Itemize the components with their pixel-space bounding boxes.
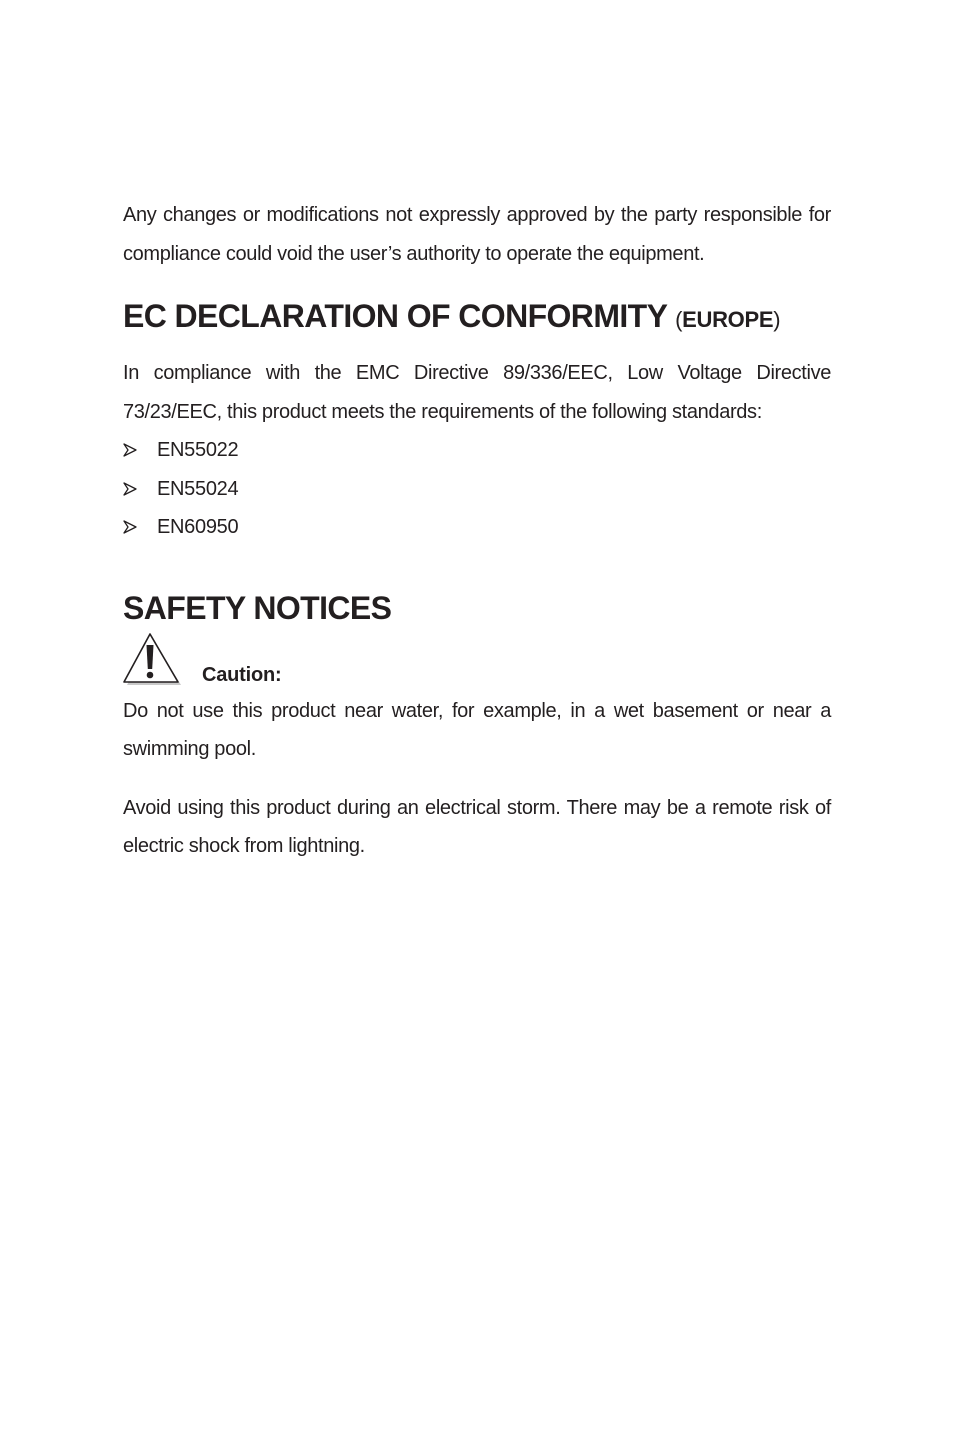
ec-declaration-paragraph: In compliance with the EMC Directive 89/336/EEC, Low Voltage Directive 73/23/EEC, this product meets the requirements of the following standards: bbox=[123, 362, 831, 423]
arrow-bullet-icon bbox=[123, 443, 157, 457]
standard-label: EN55024 bbox=[157, 477, 239, 500]
caution-row bbox=[123, 632, 831, 688]
ec-declaration-region: (EUROPE) bbox=[675, 307, 781, 332]
standards-list bbox=[123, 431, 831, 547]
ec-declaration-heading bbox=[123, 296, 831, 340]
ec-declaration-title: EC DECLARATION OF CONFORMITY bbox=[123, 298, 667, 334]
caution-paragraph-water: Do not use this product near water, for example, in a wet basement or near a swimming pool. bbox=[123, 699, 831, 760]
warning-triangle-icon bbox=[123, 632, 185, 688]
safety-notices-heading: SAFETY NOTICES bbox=[123, 589, 392, 626]
list-item bbox=[123, 508, 831, 547]
standard-label: EN60950 bbox=[157, 516, 239, 538]
arrow-bullet-icon bbox=[123, 520, 157, 534]
standard-label: EN55022 bbox=[157, 439, 239, 461]
caution-paragraph-storm: Avoid using this product during an electrical storm. There may be a remote risk of electric shock from lightning. bbox=[123, 796, 831, 857]
arrow-bullet-icon bbox=[123, 482, 157, 496]
list-item bbox=[123, 470, 831, 509]
document-page bbox=[123, 196, 831, 866]
intro-paragraph: Any changes or modifications not expressly approved by the party responsible for compliance could void the user’s authority to operate the equipment. bbox=[123, 204, 831, 265]
list-item bbox=[123, 431, 831, 470]
caution-label: Caution: bbox=[202, 663, 282, 686]
